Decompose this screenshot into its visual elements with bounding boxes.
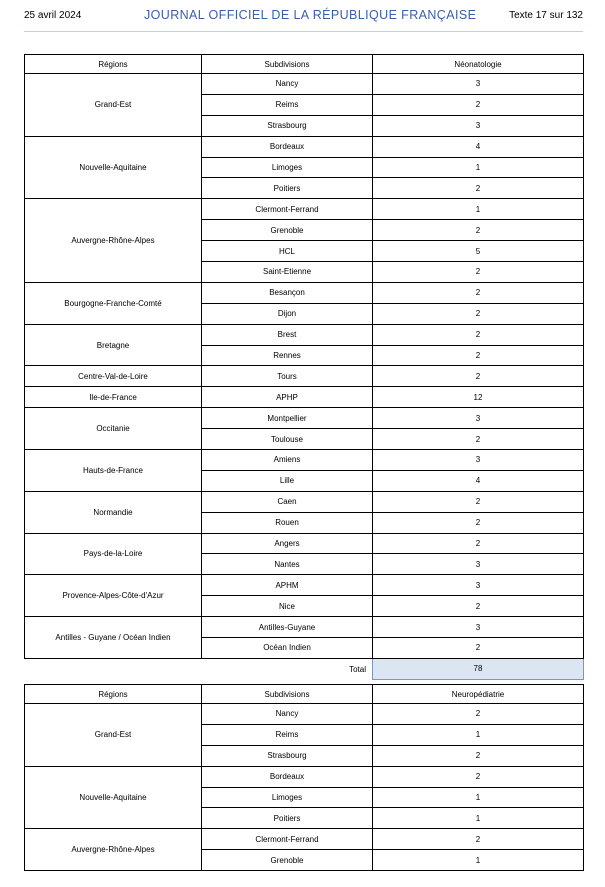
subdivision-cell: Amiens (202, 450, 373, 471)
table-row (25, 450, 584, 471)
count-cell: 3 (373, 554, 584, 575)
count-cell: 3 (373, 575, 584, 596)
column-header-regions: Régions (25, 685, 202, 704)
subdivision-cell: Dijon (202, 303, 373, 324)
subdivision-cell: Clermont-Ferrand (202, 199, 373, 220)
total-value: 78 (373, 658, 584, 679)
count-cell: 1 (373, 724, 584, 745)
subdivision-cell: Brest (202, 324, 373, 345)
total-label: Total (349, 664, 366, 674)
count-cell: 1 (373, 850, 584, 871)
subdivision-cell: Bordeaux (202, 136, 373, 157)
subdivision-cell: Nancy (202, 74, 373, 95)
count-cell: 2 (373, 94, 584, 115)
region-cell: Auvergne-Rhône-Alpes (25, 829, 202, 871)
count-cell: 3 (373, 450, 584, 471)
subdivision-cell: Antilles-Guyane (202, 617, 373, 638)
table-row (25, 324, 584, 345)
count-cell: 2 (373, 345, 584, 366)
count-cell: 2 (373, 638, 584, 659)
table-row (25, 704, 584, 725)
subdivision-cell: Limoges (202, 787, 373, 808)
table-row (25, 617, 584, 638)
subdivision-cell: APHM (202, 575, 373, 596)
subdivision-cell: Caen (202, 491, 373, 512)
table-row (25, 575, 584, 596)
subdivision-cell: HCL (202, 241, 373, 262)
subdivision-cell: Grenoble (202, 850, 373, 871)
table-header-row (25, 685, 584, 704)
subdivision-cell: Strasbourg (202, 115, 373, 136)
table-row (25, 533, 584, 554)
column-header-subdivisions: Subdivisions (202, 55, 373, 74)
region-cell: Antilles - Guyane / Océan Indien (25, 617, 202, 659)
region-cell: Nouvelle-Aquitaine (25, 136, 202, 199)
subdivision-cell: Grenoble (202, 220, 373, 241)
count-cell: 12 (373, 387, 584, 408)
count-cell: 2 (373, 491, 584, 512)
count-cell: 2 (373, 596, 584, 617)
count-cell: 4 (373, 136, 584, 157)
count-cell: 3 (373, 115, 584, 136)
table-header-row (25, 55, 584, 74)
region-cell: Bourgogne-Franche-Comté (25, 282, 202, 324)
count-cell: 1 (373, 787, 584, 808)
region-cell: Centre-Val-de-Loire (25, 366, 202, 387)
subdivision-cell: Montpellier (202, 408, 373, 429)
subdivision-cell: Angers (202, 533, 373, 554)
count-cell: 3 (373, 617, 584, 638)
page-indicator: Texte 17 sur 132 (509, 10, 583, 21)
table-row (25, 491, 584, 512)
count-cell: 2 (373, 262, 584, 283)
count-cell: 2 (373, 829, 584, 850)
journal-title: JOURNAL OFFICIEL DE LA RÉPUBLIQUE FRANÇAISE (144, 8, 477, 22)
count-cell: 5 (373, 241, 584, 262)
subdivision-cell: Strasbourg (202, 745, 373, 766)
page-header (24, 7, 583, 32)
subdivision-cell: Poitiers (202, 178, 373, 199)
neuropediatrics-table (24, 684, 584, 871)
column-header-neuropediatrie: Neuropédiatrie (373, 685, 584, 704)
region-cell: Grand-Est (25, 74, 202, 137)
subdivision-cell: Besançon (202, 282, 373, 303)
region-cell: Hauts-de-France (25, 450, 202, 492)
subdivision-cell: Toulouse (202, 429, 373, 450)
table-row (25, 829, 584, 850)
subdivision-cell: Reims (202, 94, 373, 115)
total-row (25, 658, 584, 679)
total-spacer (25, 658, 202, 679)
subdivision-cell: Reims (202, 724, 373, 745)
column-header-neonatologie: Néonatologie (373, 55, 584, 74)
subdivision-cell: Bordeaux (202, 766, 373, 787)
subdivision-cell: APHP (202, 387, 373, 408)
subdivision-cell: Clermont-Ferrand (202, 829, 373, 850)
subdivision-cell: Nancy (202, 704, 373, 725)
count-cell: 2 (373, 178, 584, 199)
column-header-subdivisions: Subdivisions (202, 685, 373, 704)
subdivision-cell: Nice (202, 596, 373, 617)
count-cell: 1 (373, 808, 584, 829)
table-row (25, 199, 584, 220)
count-cell: 2 (373, 429, 584, 450)
neonatology-table (24, 54, 584, 680)
region-cell: Occitanie (25, 408, 202, 450)
region-cell: Normandie (25, 491, 202, 533)
count-cell: 1 (373, 199, 584, 220)
table-row (25, 766, 584, 787)
region-cell: Bretagne (25, 324, 202, 366)
region-cell: Provence-Alpes-Côte-d'Azur (25, 575, 202, 617)
subdivision-cell: Rouen (202, 512, 373, 533)
count-cell: 4 (373, 470, 584, 491)
count-cell: 3 (373, 74, 584, 95)
count-cell: 2 (373, 766, 584, 787)
table-row (25, 366, 584, 387)
subdivision-cell: Limoges (202, 157, 373, 178)
count-cell: 2 (373, 512, 584, 533)
count-cell: 2 (373, 745, 584, 766)
table-row (25, 136, 584, 157)
column-header-regions: Régions (25, 55, 202, 74)
table-row (25, 408, 584, 429)
count-cell: 2 (373, 533, 584, 554)
count-cell: 2 (373, 366, 584, 387)
table-row (25, 387, 584, 408)
subdivision-cell: Tours (202, 366, 373, 387)
region-cell: Auvergne-Rhône-Alpes (25, 199, 202, 283)
count-cell: 2 (373, 704, 584, 725)
table-row (25, 74, 584, 95)
subdivision-cell: Nantes (202, 554, 373, 575)
publication-date: 25 avril 2024 (24, 10, 82, 21)
subdivision-cell: Rennes (202, 345, 373, 366)
count-cell: 2 (373, 324, 584, 345)
count-cell: 2 (373, 282, 584, 303)
region-cell: Ile-de-France (25, 387, 202, 408)
subdivision-cell: Saint-Etienne (202, 262, 373, 283)
subdivision-cell: Lille (202, 470, 373, 491)
count-cell: 2 (373, 303, 584, 324)
subdivision-cell: Poitiers (202, 808, 373, 829)
region-cell: Grand-Est (25, 704, 202, 767)
region-cell: Pays-de-la-Loire (25, 533, 202, 575)
subdivision-cell: Océan Indien (202, 638, 373, 659)
count-cell: 2 (373, 220, 584, 241)
count-cell: 3 (373, 408, 584, 429)
table-row (25, 282, 584, 303)
region-cell: Nouvelle-Aquitaine (25, 766, 202, 829)
count-cell: 1 (373, 157, 584, 178)
